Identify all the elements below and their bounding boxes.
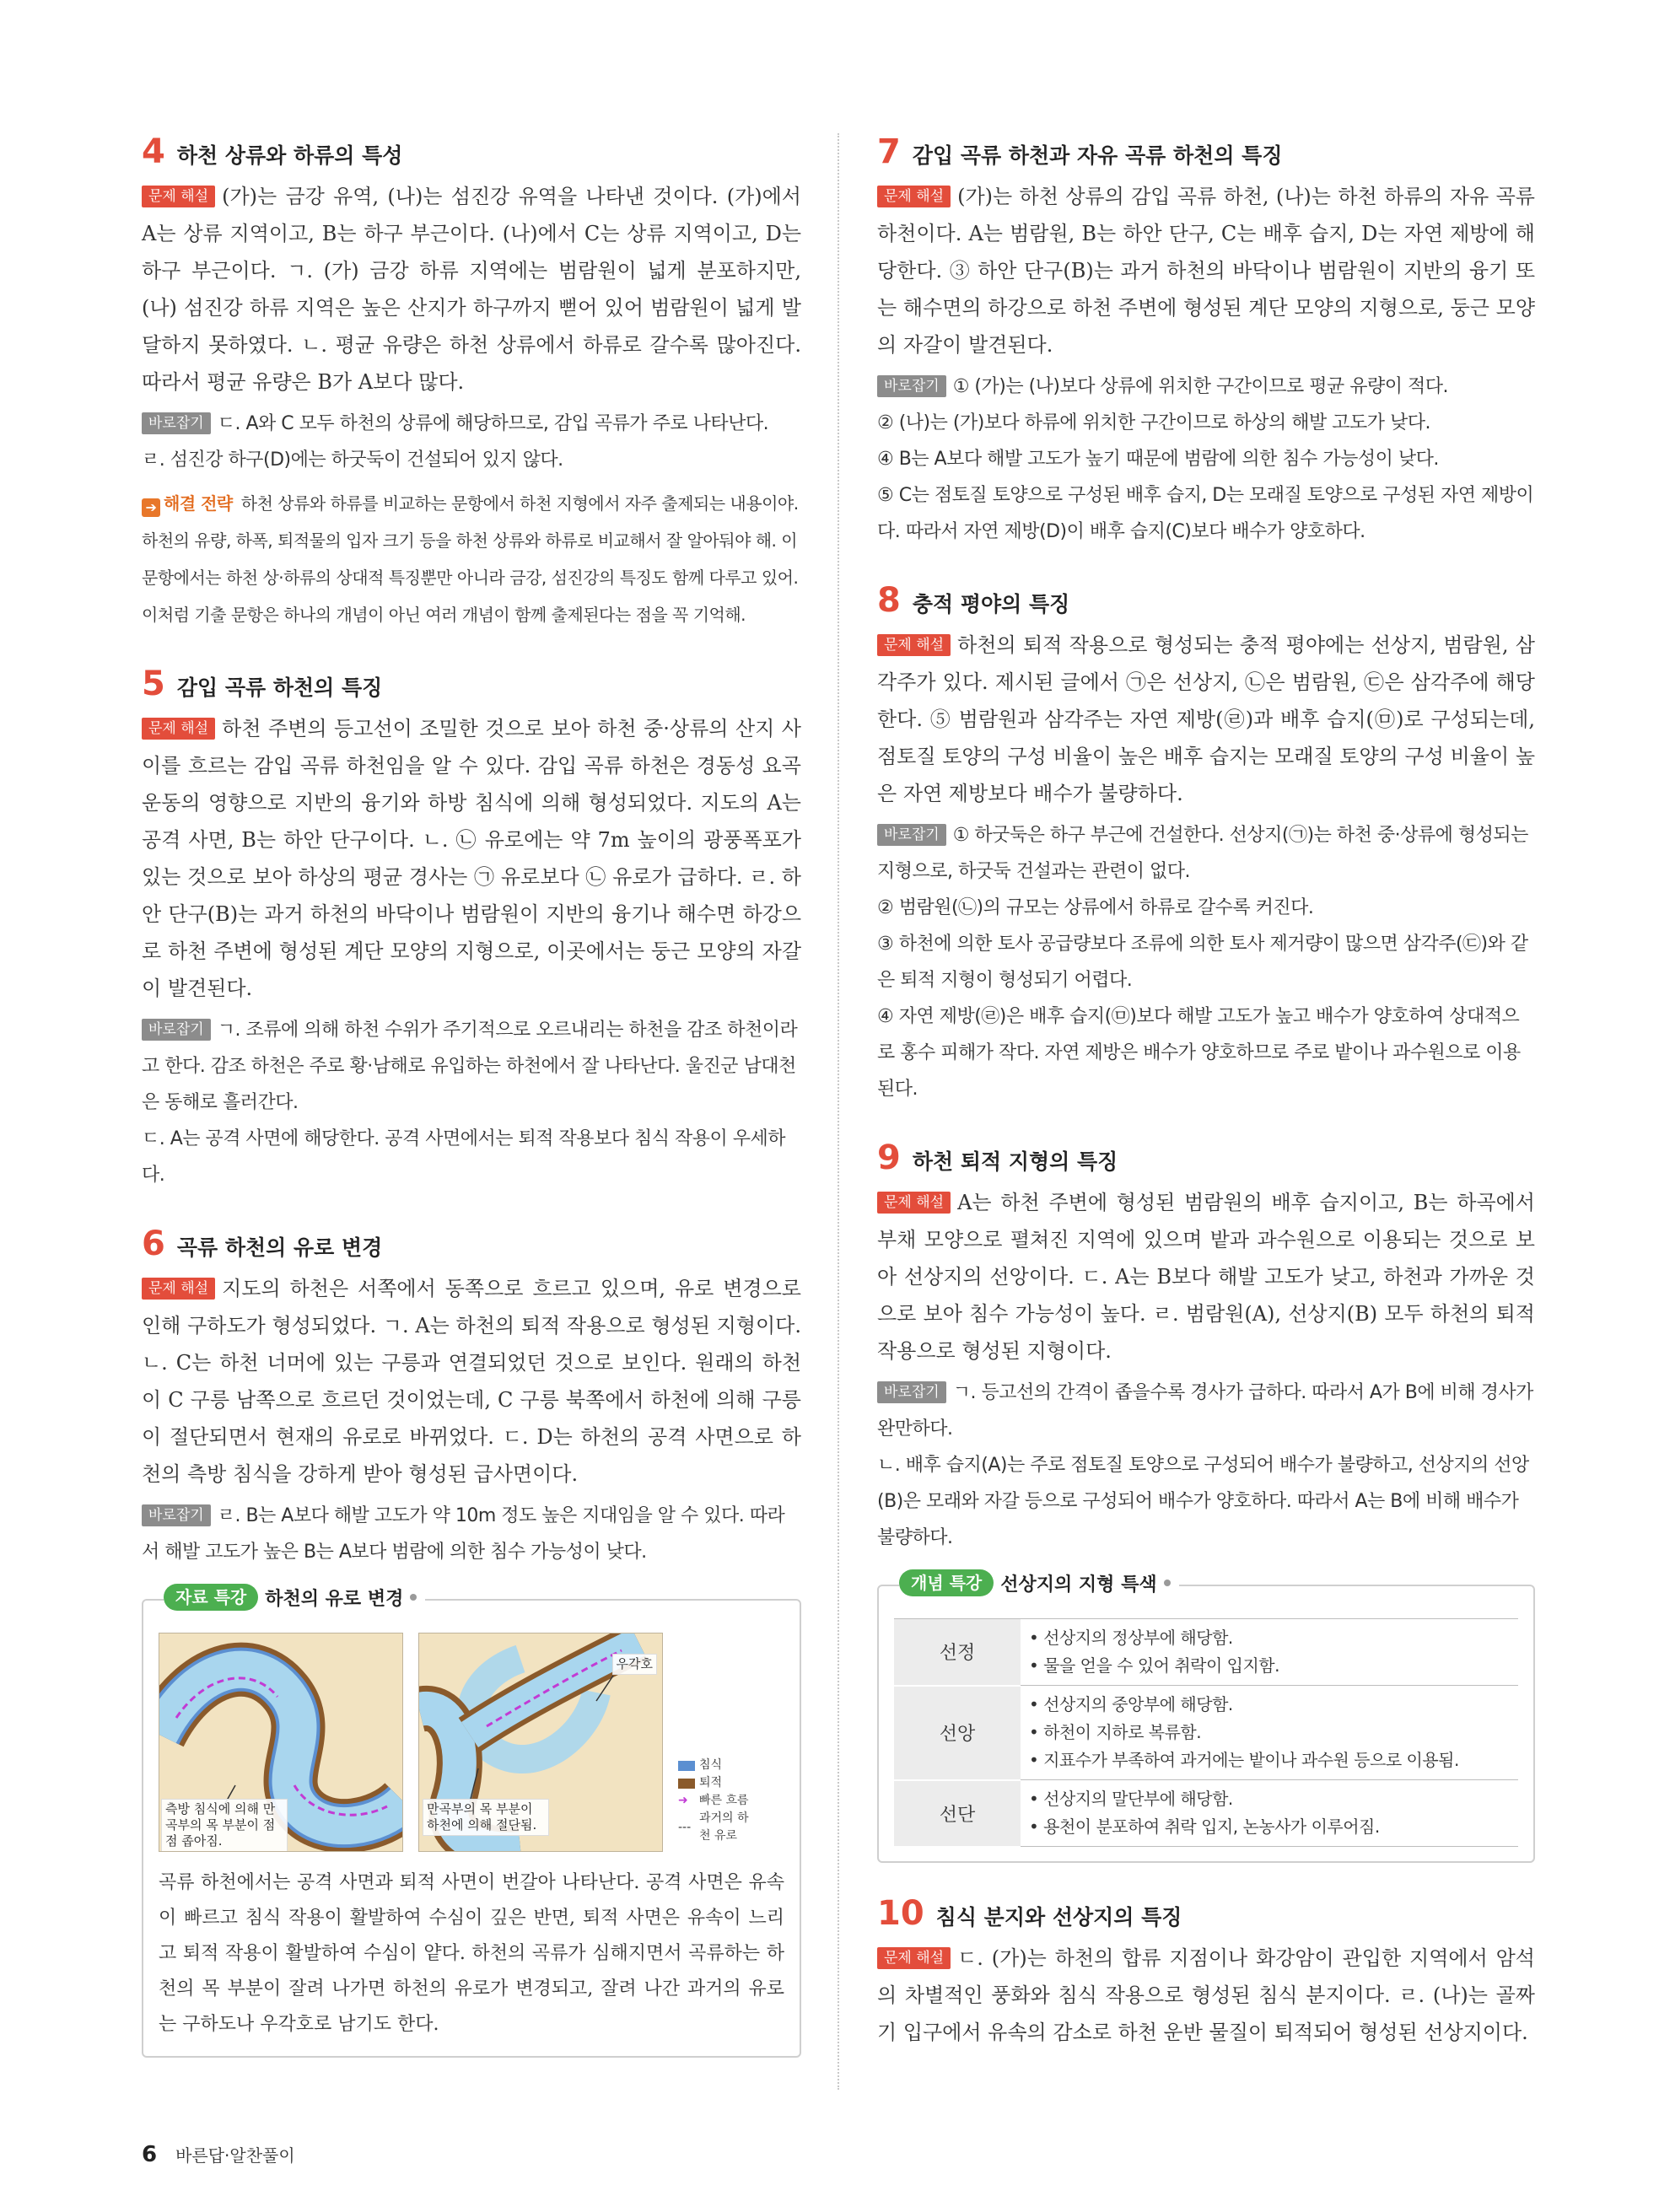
correction-badge: 바로잡기	[877, 824, 946, 846]
section-heading	[877, 1893, 1535, 1933]
section-title: 곡류 하천의 유로 변경	[176, 1235, 383, 1260]
solution-strategy	[142, 485, 801, 633]
arrow-right-icon: ➜	[678, 1794, 688, 1807]
correction-line: ㄴ. 배후 습지(A)는 주로 점토질 토양으로 구성되어 배수가 불량하고, 선상지의 선앙(B)은 모래와 자갈 등으로 구성되어 배수가 양호하다. 따라서 A는 B에 비해 배수가 불량하다.	[877, 1455, 1529, 1548]
correction-line: ⑤ C는 점토질 토양으로 구성된 배후 습지, D는 모래질 토양으로 구성된 자연 제방이다. 따라서 자연 제방(D)이 배후 습지(C)보다 배수가 양호하다.	[877, 485, 1534, 542]
section-title: 감입 곡류 하천과 자유 곡류 하천의 특징	[912, 143, 1283, 168]
left-column	[142, 132, 801, 2091]
alluvial-fan-table	[894, 1618, 1518, 1848]
problem-badge: 문제 해설	[877, 1947, 951, 1969]
section-title: 하천 퇴적 지형의 특징	[912, 1149, 1118, 1174]
right-column	[877, 132, 1535, 2085]
arrow-right-icon: ➔	[142, 498, 160, 517]
table-row	[894, 1619, 1518, 1686]
problem-explanation	[877, 627, 1535, 812]
row-content: • 선상지의 중앙부에 해당함. • 하천이 지하로 복류함. • 지표수가 부족하여 과거에는 밭이나 과수원 등으로 이용됨.	[1021, 1686, 1518, 1780]
section-number: 4	[142, 132, 165, 171]
correction-line: 바로잡기 ① (가)는 (나)보다 상류에 위치한 구간이므로 평균 유량이 적다.	[877, 369, 1535, 405]
problem-explanation	[877, 1184, 1535, 1370]
correction-line: 바로잡기 ㄱ. 등고선의 간격이 좁을수록 경사가 급하다. 따라서 A가 B에 비해 경사가 완만하다.	[877, 1382, 1533, 1440]
section-8	[877, 581, 1535, 1107]
problem-explanation	[877, 178, 1535, 363]
strategy-text: 하천 상류와 하류를 비교하는 문항에서 하천 지형에서 자주 출제되는 내용이야. 하천의 유량, 하폭, 퇴적물의 입자 크기 등을 하천 상류와 하류로 비교해서 잘 알아둬야 해. 이 문항에서는 하천 상·하류의 상대적 특징뿐만 아니라 금강, 섬진강의 특징도 함께 다루고 있어. 이처럼 기출 문항은 하나의 개념이 아닌 여러 개념이 함께 출제된다는 점을 꼭 기억해.	[142, 493, 799, 625]
section-heading	[142, 667, 801, 702]
section-number: 5	[142, 665, 165, 703]
correction-line: ㄹ. 섬진강 하구(D)에는 하굿둑이 건설되어 있지 않다.	[142, 449, 563, 471]
correction-block	[142, 1498, 801, 1570]
correction-block	[142, 1012, 801, 1193]
section-heading	[877, 132, 1535, 171]
correction-line: ④ 자연 제방(㉣)은 배후 습지(㉤)보다 해발 고도가 높고 배수가 양호하여 상대적으로 홍수 피해가 작다. 자연 제방은 배수가 양호하므로 주로 밭이나 과수원으로 이용된다.	[877, 1006, 1521, 1100]
section-heading	[142, 132, 801, 171]
section-6	[142, 1224, 801, 2058]
correction-line: ② 범람원(㉡)의 규모는 상류에서 하류로 갈수록 커진다.	[877, 897, 1314, 918]
meander-figure-after	[418, 1633, 663, 1852]
correction-line: ③ 하천에 의한 토사 공급량보다 조류에 의한 토사 제거량이 많으면 삼각주(㉢)와 같은 퇴적 지형이 형성되기 어렵다.	[877, 934, 1528, 991]
column-divider	[838, 133, 839, 2090]
table-row	[894, 1780, 1518, 1847]
feature-title: 선상지의 지형 특색	[1000, 1574, 1157, 1596]
explanation-text: ㄷ. (가)는 하천의 합류 지점이나 화강암이 관입한 지역에서 암석의 차별적인 풍화와 침식 작용으로 형성된 침식 분지이다. ㄹ. (나)는 골짜기 입구에서 유속의 감소로 하천 운반 물질이 퇴적되어 형성된 선상지이다.	[877, 1946, 1535, 2044]
correction-block	[877, 369, 1535, 550]
explanation-text: 하천 주변의 등고선이 조밀한 것으로 보아 하천 중·상류의 산지 사이를 흐르는 감입 곡류 하천임을 알 수 있다. 감입 곡류 하천은 경동성 요곡 운동의 영향으로 지반의 융기와 하방 침식에 의해 형성되었다. 지도의 A는 공격 사면, B는 하안 단구이다. ㄴ. ㉡ 유로에는 약 7m 높이의 광풍폭포가 있는 것으로 보아 하상의 평균 경사는 ㉠ 유로보다 ㉡ 유로가 급하다. ㄹ. 하안 단구(B)는 과거 하천의 바닥이나 범람원이 지반의 융기나 해수면 하강으로 하천 주변에 형성된 계단 모양의 지형으로, 이곳에서는 둥근 모양의 자갈이 발견된다.	[142, 717, 801, 1000]
data-feature-box	[142, 1587, 801, 2058]
correction-badge: 바로잡기	[142, 1019, 211, 1041]
correction-line: 바로잡기 ① 하굿둑은 하구 부근에 건설한다. 선상지(㉠)는 하천 중·상류에 형성되는 지형으로, 하굿둑 건설과는 관련이 없다.	[877, 825, 1528, 882]
strategy-label: 해결 전략	[164, 493, 233, 514]
correction-line: ㄷ. A는 공격 사면에 해당한다. 공격 사면에서는 퇴적 작용보다 침식 작용이 우세하다.	[142, 1128, 786, 1186]
row-header: 선정	[894, 1619, 1021, 1686]
feature-title: 하천의 유로 변경	[265, 1588, 404, 1610]
correction-badge: 바로잡기	[877, 375, 946, 397]
correction-block	[142, 406, 801, 478]
problem-badge: 문제 해설	[877, 634, 951, 656]
meander-figures	[159, 1633, 784, 1852]
problem-explanation	[142, 178, 801, 401]
section-4	[142, 132, 801, 633]
section-9	[877, 1138, 1535, 1863]
correction-block	[877, 1375, 1535, 1556]
dot-icon	[410, 1594, 417, 1601]
section-title: 충적 평야의 특징	[912, 592, 1070, 616]
section-title: 감입 곡류 하천의 특징	[176, 675, 383, 700]
footer-label: 바른답·알찬풀이	[175, 2145, 295, 2166]
problem-badge: 문제 해설	[142, 186, 215, 207]
correction-line: ④ B는 A보다 해발 고도가 높기 때문에 범람에 의한 침수 가능성이 낮다.	[877, 449, 1439, 470]
page-footer	[142, 2142, 295, 2167]
explanation-text: A는 하천 주변에 형성된 범람원의 배후 습지이고, B는 하곡에서 부채 모양으로 펼쳐진 지역에 있으며 밭과 과수원으로 이용되는 것으로 보아 선상지의 선앙이다. ㄷ. A는 B보다 해발 고도가 낮고, 하천과 가까운 것으로 보아 침수 가능성이 높다. ㄹ. 범람원(A), 선상지(B) 모두 하천의 퇴적 작용으로 형성된 지형이다.	[877, 1191, 1535, 1363]
section-number: 10	[877, 1893, 924, 1933]
legend-item: --- 과거의 하천 유로	[678, 1811, 749, 1843]
correction-line: 바로잡기 ㄹ. B는 A보다 해발 고도가 약 10m 정도 높은 지대임을 알 수 있다. 따라서 해발 고도가 높은 B는 A보다 범람에 의한 침수 가능성이 낮다.	[142, 1505, 785, 1563]
feature-tag	[899, 1569, 1179, 1596]
correction-badge: 바로잡기	[142, 412, 211, 434]
explanation-text: 하천의 퇴적 작용으로 형성되는 충적 평야에는 선상지, 범람원, 삼각주가 있다. 제시된 글에서 ㉠은 선상지, ㉡은 범람원, ㉢은 삼각주에 해당한다. ⑤ 범람원과 삼각주는 자연 제방(㉣)과 배후 습지(㉤)로 구성되는데, 점토질 토양의 구성 비율이 높은 배후 습지는 모래질 토양의 구성 비율이 높은 자연 제방보다 배수가 불량하다.	[877, 633, 1535, 805]
section-title: 하천 상류와 하류의 특성	[176, 143, 403, 168]
correction-line: ② (나)는 (가)보다 하류에 위치한 구간이므로 하상의 해발 고도가 낮다.	[877, 412, 1431, 433]
explanation-text: (가)는 금강 유역, (나)는 섬진강 유역을 나타낸 것이다. (가)에서 A는 상류 지역이고, B는 하구 부근이다. (나)에서 C는 상류 지역이고, D는 하구 부근이다. ㄱ. (가) 금강 하류 지역에는 범람원이 넓게 분포하지만, (나) 섬진강 하류 지역은 높은 산지가 하구까지 뻗어 있어 범람원이 넓게 발달하지 못하였다. ㄴ. 평균 유량은 하천 상류에서 하류로 갈수록 많아진다. 따라서 평균 유량은 B가 A보다 많다.	[142, 185, 801, 394]
problem-explanation	[877, 1940, 1535, 2051]
figure-legend	[678, 1757, 750, 1852]
section-number: 6	[142, 1224, 165, 1263]
row-header: 선앙	[894, 1686, 1021, 1780]
page-number: 6	[142, 2142, 158, 2167]
section-number: 7	[877, 132, 901, 171]
legend-item: ➜ 빠른 흐름	[678, 1792, 750, 1810]
dashed-line-icon: ---	[678, 1820, 692, 1834]
deposit-swatch	[678, 1779, 695, 1789]
problem-badge: 문제 해설	[877, 186, 951, 207]
erosion-swatch	[678, 1761, 695, 1771]
problem-badge: 문제 해설	[877, 1192, 951, 1214]
section-number: 9	[877, 1138, 901, 1177]
problem-explanation	[142, 1270, 801, 1493]
correction-badge: 바로잡기	[142, 1504, 211, 1526]
explanation-text: 지도의 하천은 서쪽에서 동쪽으로 흐르고 있으며, 유로 변경으로 인해 구하도가 형성되었다. ㄱ. A는 하천의 퇴적 작용으로 형성된 지형이다. ㄴ. C는 하천 너머에 있는 구릉과 연결되었던 것으로 보인다. 원래의 하천이 C 구릉 남쪽으로 흐르던 것이었는데, C 구릉 북쪽에서 하천에 의해 구릉이 절단되면서 현재의 유로로 바뀌었다. ㄷ. D는 하천의 공격 사면으로 하천의 측방 침식을 강하게 받아 형성된 급사면이다.	[142, 1277, 801, 1486]
feature-badge: 개념 특강	[899, 1569, 994, 1596]
oxbow-label: 우각호	[612, 1654, 657, 1675]
row-header: 선단	[894, 1780, 1021, 1847]
section-title: 침식 분지와 선상지의 특징	[935, 1904, 1182, 1929]
problem-badge: 문제 해설	[142, 718, 215, 740]
legend-item: 퇴적	[678, 1774, 750, 1792]
section-7	[877, 132, 1535, 550]
row-content: • 선상지의 정상부에 해당함. • 물을 얻을 수 있어 취락이 입지함.	[1021, 1619, 1518, 1686]
figure-caption: 측방 침식에 의해 만곡부의 목 부분이 점점 좁아짐.	[161, 1799, 288, 1852]
meander-figure-before	[159, 1633, 403, 1852]
section-heading	[877, 1138, 1535, 1177]
problem-badge: 문제 해설	[142, 1278, 215, 1300]
table-row	[894, 1686, 1518, 1780]
feature-badge: 자료 특강	[164, 1584, 258, 1611]
legend-item: 침식	[678, 1757, 750, 1774]
correction-block	[877, 817, 1535, 1107]
problem-explanation	[142, 710, 801, 1007]
explanation-text: (가)는 하천 상류의 감입 곡류 하천, (나)는 하천 하류의 자유 곡류 하천이다. A는 범람원, B는 하안 단구, C는 배후 습지, D는 자연 제방에 해당한다. ③ 하안 단구(B)는 과거 하천의 바닥이나 범람원이 지반의 융기 또는 해수면의 하강으로 하천 주변에 형성된 계단 모양의 지형으로, 둥근 모양의 자갈이 발견된다.	[877, 185, 1535, 357]
section-heading	[877, 581, 1535, 620]
section-number: 8	[877, 581, 901, 620]
figure-caption: 만곡부의 목 부분이 하천에 의해 절단됨.	[423, 1799, 549, 1836]
dot-icon	[1164, 1580, 1171, 1586]
section-10	[877, 1893, 1535, 2051]
feature-text: 곡류 하천에서는 공격 사면과 퇴적 사면이 번갈아 나타난다. 공격 사면은 유속이 빠르고 침식 작용이 활발하여 수심이 깊은 반면, 퇴적 사면은 유속이 느리고 퇴적 작용이 활발하여 수심이 얕다. 하천의 곡류가 심해지면서 곡류하는 하천의 목 부분이 잘려 나가면 하천의 유로가 변경되고, 잘려 나간 과거의 유로는 구하도나 우각호로 남기도 한다.	[159, 1872, 784, 2035]
correction-line: 바로잡기 ㄷ. A와 C 모두 하천의 상류에 해당하므로, 감입 곡류가 주로 나타난다.	[142, 406, 801, 442]
section-5	[142, 667, 801, 1193]
correction-badge: 바로잡기	[877, 1381, 946, 1403]
concept-feature-box	[877, 1573, 1535, 1863]
correction-line: 바로잡기 ㄱ. 조류에 의해 하천 수위가 주기적으로 오르내리는 하천을 감조 하천이라고 한다. 감조 하천은 주로 황·남해로 유입하는 하천에서 잘 나타난다. 울진군 남대천은 동해로 흘러간다.	[142, 1020, 798, 1113]
row-content: • 선상지의 말단부에 해당함. • 용천이 분포하여 취락 입지, 논농사가 이루어짐.	[1021, 1780, 1518, 1847]
feature-tag	[164, 1584, 425, 1611]
section-heading	[142, 1224, 801, 1263]
